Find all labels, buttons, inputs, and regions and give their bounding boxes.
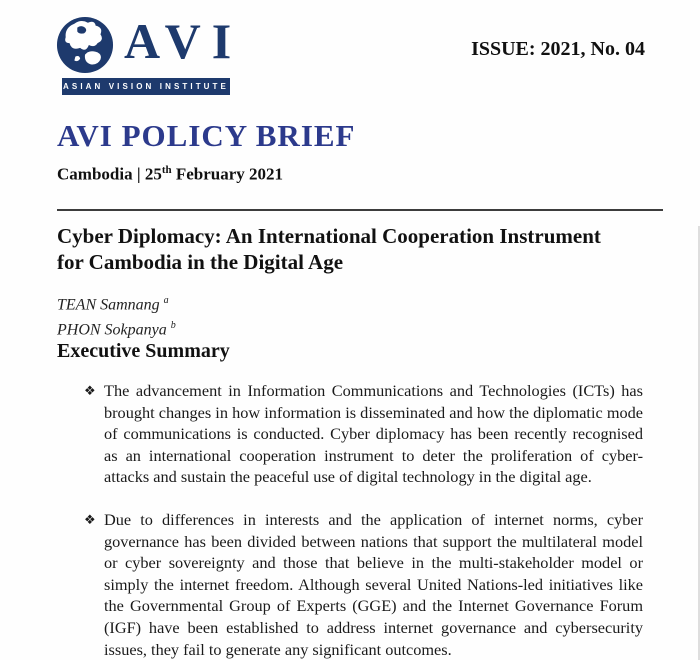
issue-label: ISSUE: 2021, No. 04 [471, 38, 645, 60]
summary-bullet-2 [85, 509, 643, 660]
logo-wordmark: AVI [124, 13, 243, 69]
author-1-name: TEAN Samnang [57, 296, 160, 314]
author-1 [57, 290, 176, 315]
author-2-affiliation-mark: b [170, 320, 176, 332]
summary-bullet-1-text: The advancement in Information Communications and Technologies (ICTs) has brought changes in how information is disseminated and how the diplomatic mode of communications is conducted. Cyber diplomacy has been recently recognised as an international cooperation instrument to deter the proliferation of cyber-attacks and sustain the peaceful use of digital technology in the digital age. [104, 381, 643, 487]
dateline-prefix: Cambodia | 25 [57, 164, 162, 184]
author-1-affiliation-mark: a [163, 295, 169, 306]
summary-bullet-1 [85, 380, 643, 488]
header-divider [57, 209, 663, 211]
executive-summary-list [85, 380, 643, 660]
section-heading: Executive Summary [57, 340, 230, 362]
author-2 [57, 315, 176, 340]
logo-tagline-banner: ASIAN VISION INSTITUTE [62, 78, 230, 95]
article-title-line2: for Cambodia in the Digital Age [57, 250, 344, 274]
diamond-bullet-icon: ❖ [84, 512, 96, 528]
dateline-ordinal: th [161, 164, 172, 176]
article-title [57, 223, 657, 275]
globe-icon [56, 16, 114, 74]
author-2-name: PHON Sokpanya [57, 321, 167, 339]
dateline [57, 164, 283, 185]
summary-bullet-2-text: Due to differences in interests and the application of internet norms, cyber governance has been divided between nations that support the multilateral model or cyber sovereignty and those that believe in the multi-stakeholder model or simply the internet freedom. Although several United Nations-led initiatives like the Governmental Group of Experts (GGE) and the Internet Governance Forum (IGF) have been established to address internet governance and cybersecurity issues, they fail to generate any significant outcomes. [104, 509, 643, 659]
diamond-bullet-icon: ❖ [84, 384, 96, 399]
article-title-line1: Cyber Diplomacy: An International Cooperation Instrument [57, 224, 601, 248]
brief-series-title: AVI POLICY BRIEF [57, 118, 356, 153]
author-list [57, 290, 176, 341]
dateline-suffix: February 2021 [171, 164, 284, 184]
avi-logo [0, 0, 320, 110]
